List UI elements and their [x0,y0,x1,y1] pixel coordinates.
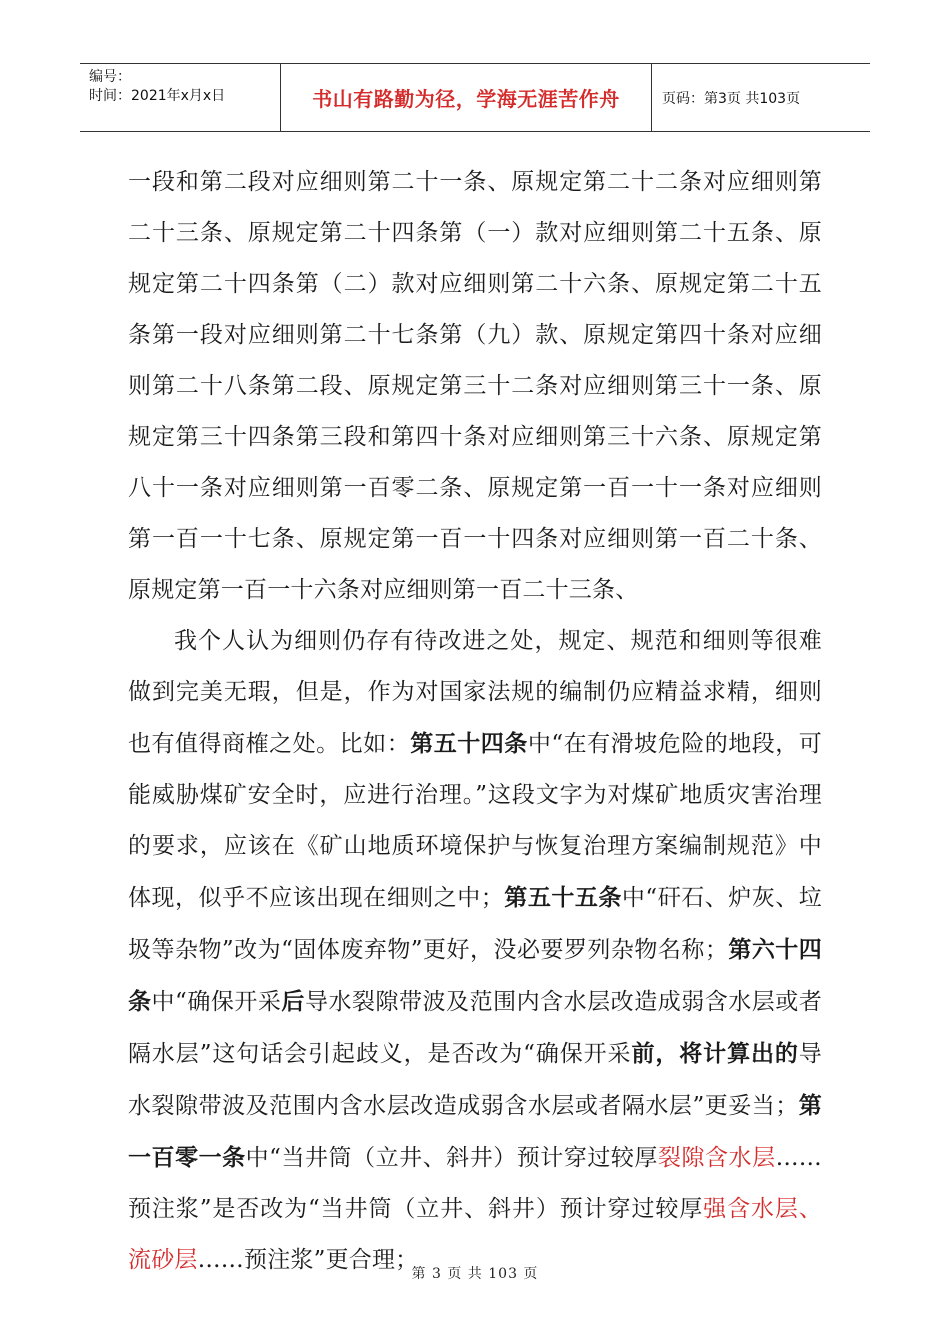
text-span: 我个人认为细则仍存有待改进之处，规定、规范和细则等很难做到完美无瑕，但是，作为对国家法规的编制仍应精益求精，细则也有值得商榷之处。比如： [128,628,822,757]
text-span: 中“矸石、炉灰、垃圾等杂物”改为“固体废弃物”更好，没必要罗列杂物名称； [128,885,823,963]
text-span: ……预注浆”更合理； [197,1247,419,1273]
page-footer: 第 3 页 共 103 页 [411,1266,539,1282]
document-number-label: 编号： [89,69,131,85]
text-span: 中“在有滑坡危险的地段，可能威胁煤矿安全时，应进行治理。”这段文字为对煤矿地质灾害治理的要求，应该在《矿山地质环境保护与恢复治理方案编制规范》中体现，似乎不应该出现在细则之中； [128,731,823,911]
emphasis-after: 后 [281,988,305,1015]
header-motto: 书山有路勤为径，学海无涯苦作舟 [281,64,652,131]
highlight-fissure-aquifer: 裂隙含水层 [657,1145,776,1171]
text-span: 导水裂隙带波及范围内含水层改造成弱含水层或者隔水层”更妥当； [128,1041,822,1119]
document-body [128,157,822,1286]
highlight-strong-aquifer-quicksand: 强含水层、流砂层 [128,1196,822,1273]
text-span: 中“确保开采 [151,989,282,1015]
article-ref-54: 第五十四条 [410,730,528,757]
paragraph-correspondence-list: 一段和第二段对应细则第二十一条、原规定第二十二条对应细则第二十三条、原规定第二十四条第（一）款对应细则第二十五条、原规定第二十四条第（二）款对应细则第二十六条、原规定第二十五条第一段对应细则第二十七条第（九）款、原规定第四十条对应细则第二十八条第二段、原规定第三十二条对应细则第三十一条、原规定第三十四条第三段和第四十条对应细则第三十六条、原规定第八十一条对应细则第一百零二条、原规定第一百一十一条对应细则第一百一十七条、原规定第一百一十四条对应细则第一百二十条、原规定第一百一十六条对应细则第一百二十三条、 [128,169,822,603]
text-span: 中“当井筒（立井、斜井）预计穿过较厚 [245,1145,658,1171]
text-span: ……预注浆”是否改为“当井筒（立井、斜井）预计穿过较厚 [128,1145,823,1222]
header-meta [80,64,281,131]
article-ref-55: 第五十五条 [503,884,622,911]
document-time-label: 时间：2021年x月x日 [89,88,226,104]
text-span: 导水裂隙带波及范围内含水层改造成弱含水层或者隔水层”这句话会引起歧义，是否改为“确保开采 [128,989,823,1067]
paragraph-improvement-suggestions [128,616,822,1286]
emphasis-before-calculated: 前，将计算出的 [631,1040,799,1067]
article-ref-64: 第六十四条 [128,936,822,1015]
header-page-info: 页码：第3页 共103页 [662,90,801,107]
page-header [80,63,870,132]
article-ref-101: 第一百零一条 [128,1092,823,1171]
